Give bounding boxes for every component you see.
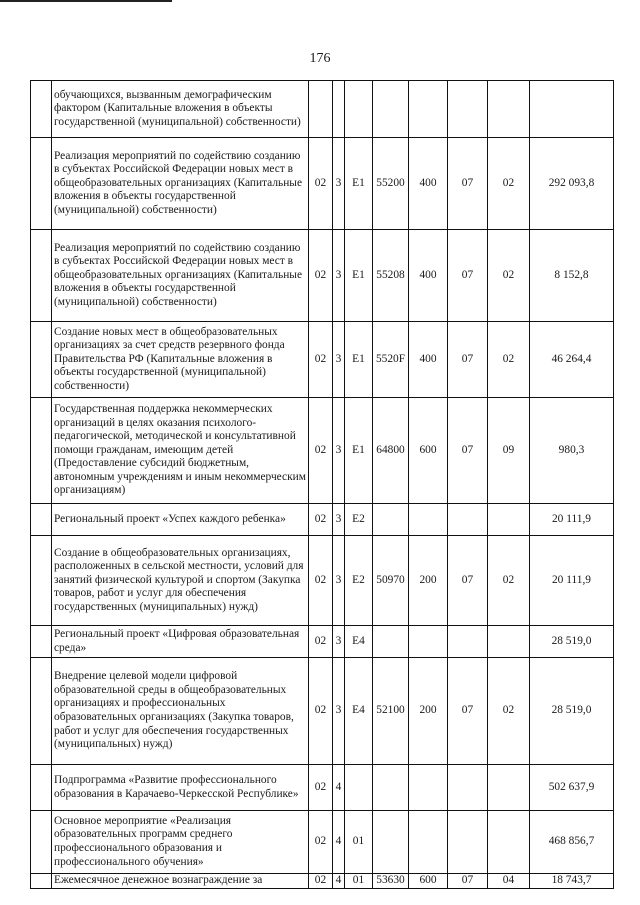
section-code-cell: 07 — [448, 230, 488, 322]
direction-code-cell — [373, 626, 409, 658]
subsection-code-cell: 09 — [488, 398, 530, 504]
subprogram-code-cell: 3 — [333, 322, 345, 398]
program-code-cell — [309, 81, 333, 138]
subsection-code-cell: 04 — [488, 874, 530, 889]
expense-type-code-cell: 200 — [409, 658, 448, 765]
section-code-cell — [448, 765, 488, 811]
budget-table-body — [31, 81, 614, 889]
row-gutter-cell — [31, 398, 52, 504]
subsection-code-cell — [488, 626, 530, 658]
project-code-cell: Е2 — [345, 504, 373, 536]
row-gutter-cell — [31, 536, 52, 626]
program-code-cell: 02 — [309, 398, 333, 504]
project-code-cell: Е4 — [345, 626, 373, 658]
table-row — [31, 811, 614, 874]
amount-cell: 468 856,7 — [530, 811, 614, 874]
expense-type-code-cell — [409, 811, 448, 874]
amount-cell — [530, 81, 614, 138]
row-name-cell: Реализация мероприятий по содействию созданию в субъектах Российской Федерации новых мест в общеобразовательных организациях (Капитальные вложения в объекты государственной (муниципальной) собственности) — [52, 138, 309, 230]
subsection-code-cell: 02 — [488, 138, 530, 230]
row-gutter-cell — [31, 322, 52, 398]
section-code-cell: 07 — [448, 138, 488, 230]
project-code-cell — [345, 81, 373, 138]
direction-code-cell — [373, 765, 409, 811]
section-code-cell — [448, 81, 488, 138]
subprogram-code-cell: 4 — [333, 811, 345, 874]
table-row — [31, 322, 614, 398]
page-number: 176 — [309, 51, 331, 66]
section-code-cell: 07 — [448, 398, 488, 504]
expense-type-code-cell: 600 — [409, 874, 448, 889]
subsection-code-cell: 02 — [488, 658, 530, 765]
project-code-cell: Е2 — [345, 536, 373, 626]
row-gutter-cell — [31, 138, 52, 230]
subprogram-code-cell: 3 — [333, 658, 345, 765]
expense-type-code-cell — [409, 504, 448, 536]
table-row — [31, 230, 614, 322]
direction-code-cell — [373, 811, 409, 874]
table-row — [31, 658, 614, 765]
table-row — [31, 81, 614, 138]
subsection-code-cell: 02 — [488, 230, 530, 322]
row-name-cell: Региональный проект «Цифровая образовательная среда» — [52, 626, 309, 658]
table-row — [31, 398, 614, 504]
expense-type-code-cell: 600 — [409, 398, 448, 504]
program-code-cell: 02 — [309, 811, 333, 874]
row-name-cell: Создание новых мест в общеобразовательных организациях за счет средств резервного фонда Правительства РФ (Капитальные вложения в объекты государственной (муниципальной) собственности) — [52, 322, 309, 398]
subsection-code-cell: 02 — [488, 322, 530, 398]
table-row — [31, 536, 614, 626]
row-gutter-cell — [31, 765, 52, 811]
section-code-cell: 07 — [448, 536, 488, 626]
subprogram-code-cell: 3 — [333, 536, 345, 626]
direction-code-cell: 50970 — [373, 536, 409, 626]
amount-cell: 46 264,4 — [530, 322, 614, 398]
amount-cell: 502 637,9 — [530, 765, 614, 811]
expense-type-code-cell: 200 — [409, 536, 448, 626]
project-code-cell: 01 — [345, 874, 373, 889]
amount-cell: 292 093,8 — [530, 138, 614, 230]
scan-edge-mark — [0, 0, 172, 2]
subprogram-code-cell: 4 — [333, 765, 345, 811]
subprogram-code-cell: 4 — [333, 874, 345, 889]
program-code-cell: 02 — [309, 874, 333, 889]
subprogram-code-cell: 3 — [333, 504, 345, 536]
subprogram-code-cell: 3 — [333, 138, 345, 230]
subsection-code-cell: 02 — [488, 536, 530, 626]
section-code-cell — [448, 811, 488, 874]
row-gutter-cell — [31, 874, 52, 889]
row-gutter-cell — [31, 626, 52, 658]
section-code-cell: 07 — [448, 322, 488, 398]
program-code-cell: 02 — [309, 504, 333, 536]
section-code-cell — [448, 504, 488, 536]
subprogram-code-cell: 3 — [333, 626, 345, 658]
section-code-cell: 07 — [448, 874, 488, 889]
row-gutter-cell — [31, 230, 52, 322]
row-name-cell: Создание в общеобразовательных организациях, расположенных в сельской местности, условий для занятий физической культурой и спортом (Закупка товаров, работ и услуг для обеспечения государственных (муниципальных) нужд) — [52, 536, 309, 626]
row-gutter-cell — [31, 81, 52, 138]
expense-type-code-cell: 400 — [409, 230, 448, 322]
subsection-code-cell — [488, 811, 530, 874]
row-gutter-cell — [31, 811, 52, 874]
project-code-cell: Е1 — [345, 138, 373, 230]
row-name-cell: обучающихся, вызванным демографическим фактором (Капитальные вложения в объекты государственной (муниципальной) собственности) — [52, 81, 309, 138]
table-row — [31, 626, 614, 658]
program-code-cell: 02 — [309, 765, 333, 811]
amount-cell: 20 111,9 — [530, 504, 614, 536]
direction-code-cell — [373, 504, 409, 536]
project-code-cell: Е1 — [345, 398, 373, 504]
direction-code-cell: 55208 — [373, 230, 409, 322]
row-gutter-cell — [31, 658, 52, 765]
section-code-cell: 07 — [448, 658, 488, 765]
amount-cell: 18 743,7 — [530, 874, 614, 889]
row-name-cell: Внедрение целевой модели цифровой образовательной среды в общеобразовательных организациях и профессиональных образовательных организациях (Закупка товаров, работ и услуг для обеспечения государственных (муниципальных) нужд) — [52, 658, 309, 765]
table-row — [31, 765, 614, 811]
amount-cell: 28 519,0 — [530, 658, 614, 765]
subsection-code-cell — [488, 765, 530, 811]
expense-type-code-cell: 400 — [409, 138, 448, 230]
program-code-cell: 02 — [309, 658, 333, 765]
expense-type-code-cell — [409, 626, 448, 658]
amount-cell: 28 519,0 — [530, 626, 614, 658]
row-name-cell: Государственная поддержка некоммерческих организаций в целях оказания психолого-педагогической, методической и консультативной помощи гражданам, имеющим детей (Предоставление субсидий бюджетным, автономным учреждениям и иным некоммерческим организациям) — [52, 398, 309, 504]
row-name-cell: Подпрограмма «Развитие профессионального образования в Карачаево-Черкесской Республике» — [52, 765, 309, 811]
subsection-code-cell — [488, 81, 530, 138]
project-code-cell: Е4 — [345, 658, 373, 765]
project-code-cell: 01 — [345, 811, 373, 874]
direction-code-cell — [373, 81, 409, 138]
expense-type-code-cell: 400 — [409, 322, 448, 398]
table-row — [31, 504, 614, 536]
direction-code-cell: 52100 — [373, 658, 409, 765]
table-row — [31, 874, 614, 889]
program-code-cell: 02 — [309, 230, 333, 322]
program-code-cell: 02 — [309, 138, 333, 230]
subsection-code-cell — [488, 504, 530, 536]
expense-type-code-cell — [409, 765, 448, 811]
amount-cell: 20 111,9 — [530, 536, 614, 626]
subprogram-code-cell: 3 — [333, 398, 345, 504]
row-name-cell: Ежемесячное денежное вознаграждение за — [52, 874, 309, 889]
table-row — [31, 138, 614, 230]
direction-code-cell: 55200 — [373, 138, 409, 230]
expense-type-code-cell — [409, 81, 448, 138]
project-code-cell: Е1 — [345, 322, 373, 398]
section-code-cell — [448, 626, 488, 658]
row-gutter-cell — [31, 504, 52, 536]
direction-code-cell: 53630 — [373, 874, 409, 889]
row-name-cell: Основное мероприятие «Реализация образовательных программ среднего профессионального образования и профессионального обучения» — [52, 811, 309, 874]
program-code-cell: 02 — [309, 536, 333, 626]
amount-cell: 980,3 — [530, 398, 614, 504]
project-code-cell — [345, 765, 373, 811]
direction-code-cell: 64800 — [373, 398, 409, 504]
subprogram-code-cell — [333, 81, 345, 138]
amount-cell: 8 152,8 — [530, 230, 614, 322]
program-code-cell: 02 — [309, 322, 333, 398]
subprogram-code-cell: 3 — [333, 230, 345, 322]
direction-code-cell: 5520F — [373, 322, 409, 398]
row-name-cell: Реализация мероприятий по содействию созданию в субъектах Российской Федерации новых мест в общеобразовательных организациях (Капитальные вложения в объекты государственной (муниципальной) собственности) — [52, 230, 309, 322]
budget-table — [30, 80, 614, 889]
project-code-cell: Е1 — [345, 230, 373, 322]
program-code-cell: 02 — [309, 626, 333, 658]
row-name-cell: Региональный проект «Успех каждого ребенка» — [52, 504, 309, 536]
